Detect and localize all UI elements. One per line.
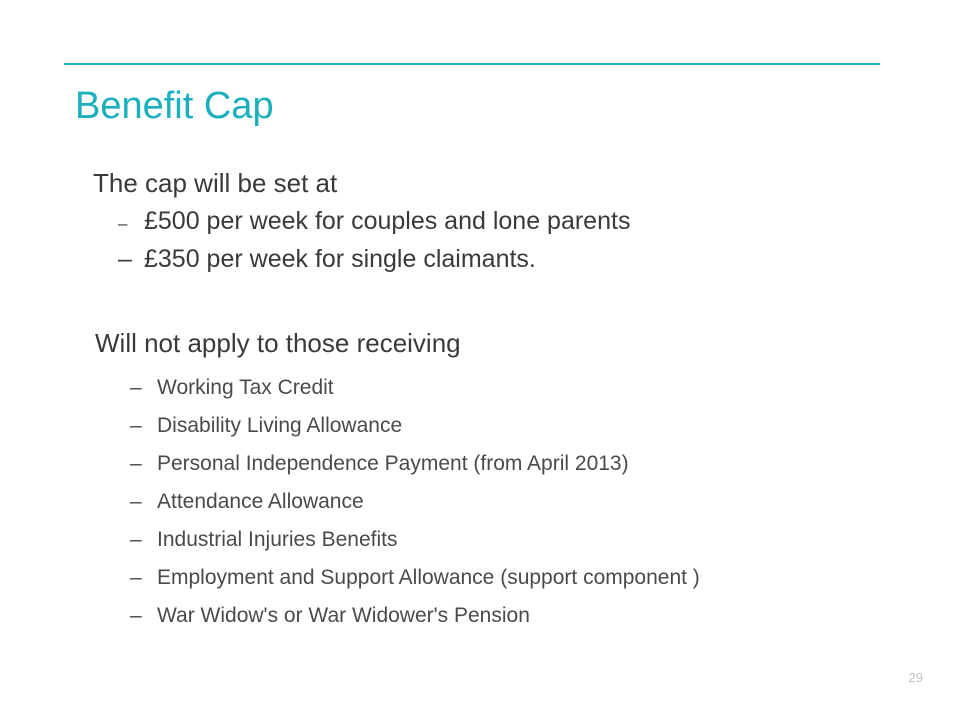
list-item-text: War Widow's or War Widower's Pension [157,604,530,627]
dash-marker: – [130,490,142,513]
dash-marker: – [130,528,142,551]
dash-marker: – [130,566,142,589]
dash-marker: – [130,376,142,399]
list-item [130,559,700,597]
cap-heading: The cap will be set at [93,168,338,198]
list-item-text: Working Tax Credit [157,376,334,399]
dash-marker: – [130,604,142,627]
cap-item-couples [118,205,630,240]
list-item [130,407,700,445]
header-rule [64,63,880,65]
list-item-text: Employment and Support Allowance (support component ) [157,566,700,589]
list-item-text: Personal Independence Payment (from April 2013) [157,452,629,475]
list-item-text: Disability Living Allowance [157,414,403,437]
list-item-text: Industrial Injuries Benefits [157,528,398,551]
slide-title: Benefit Cap [75,85,274,127]
list-item [130,483,700,521]
dash-marker: – [118,245,132,273]
list-item [130,369,700,407]
list-item-text: Attendance Allowance [157,490,364,513]
list-item [130,445,700,483]
list-item [130,521,700,559]
list-item [130,597,700,635]
cap-item-text: £500 per week for couples and lone parents [144,207,631,235]
dash-marker: – [130,452,142,475]
cap-item-text: £350 per week for single claimants. [144,245,536,273]
dash-marker: – [130,414,142,437]
page-number: 29 [908,670,923,685]
exemptions-heading: Will not apply to those receiving [95,328,461,358]
exemptions-list [130,369,700,635]
dash-marker: – [118,214,128,233]
cap-item-single [118,243,536,275]
